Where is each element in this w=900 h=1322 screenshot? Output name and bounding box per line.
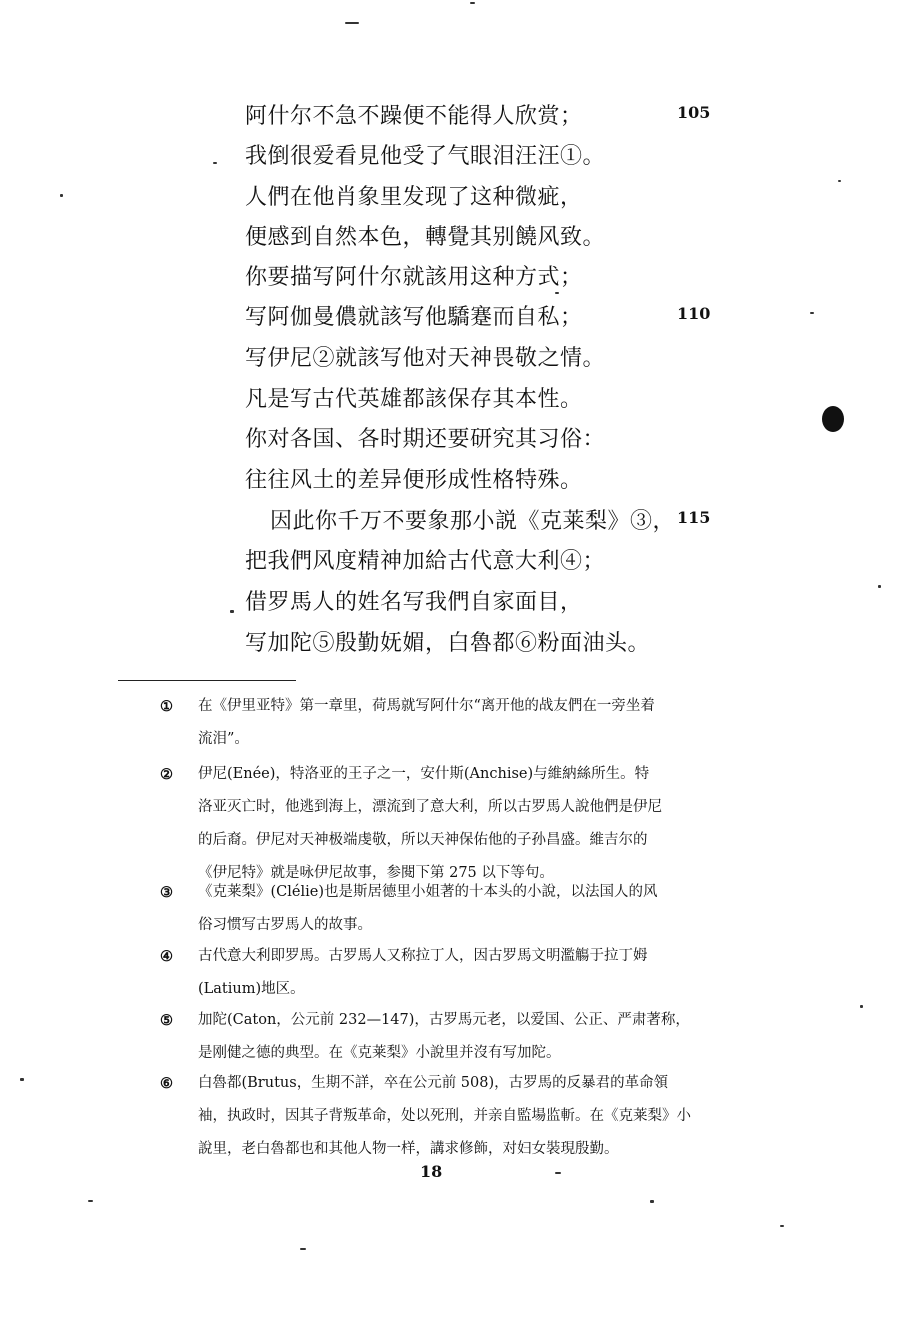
poem-line: 往往风土的差异便形成性格特殊。 (245, 468, 583, 493)
scan-speck (780, 1225, 784, 1227)
footnote-line: 的后裔。伊尼对天神极端虔敬，所以天神保佑他的子孙昌盛。維吉尔的 (198, 832, 648, 848)
poem-line: 写加陀⑤殷勤妩媚，白魯都⑥粉面油头。 (245, 631, 651, 656)
footnote-line: 洛亚灭亡时，他逃到海上，漂流到了意大利，所以古罗馬人說他們是伊尼 (198, 799, 662, 815)
scan-speck (810, 312, 814, 314)
scan-speck (860, 1005, 863, 1008)
footnote-line: 在《伊里亚特》第一章里，荷馬就写阿什尔“离开他的战友們在一旁坐着 (198, 698, 655, 714)
poem-line: 借罗馬人的姓名写我們自家面目， (245, 590, 583, 615)
footnote-line: 《克莱梨》(Clélie)也是斯居德里小姐著的十本头的小說，以法国人的风 (198, 884, 658, 900)
scan-speck (555, 292, 559, 294)
footnote-line: (Latium)地区。 (198, 981, 305, 997)
footnote-line: 俗习惯写古罗馬人的故事。 (198, 917, 372, 933)
poem-line: 我倒很爱看見他受了气眼泪汪汪①。 (245, 144, 606, 169)
poem-line: 人們在他肖象里发现了这种微疵， (245, 185, 583, 210)
line-number: 105 (677, 103, 711, 122)
scan-speck (555, 1172, 561, 1174)
footnote-mark: ② (160, 766, 173, 783)
footnote-line: 流泪”。 (198, 731, 249, 747)
scan-speck (88, 1200, 93, 1202)
poem-line: 因此你千万不要象那小説《克莱梨》③， (270, 509, 676, 534)
poem-line: 凡是写古代英雄都該保存其本性。 (245, 387, 583, 412)
scan-speck (300, 1248, 306, 1250)
scan-speck (213, 162, 217, 164)
footnote-line: 加陀(Caton，公元前 232—147)，古罗馬元老，以爱国、公正、严肃著称， (198, 1012, 690, 1028)
scan-speck (345, 22, 359, 24)
poem-line: 写阿伽曼儂就該写他驕蹇而自私； (245, 305, 583, 330)
scan-speck (470, 2, 475, 4)
footnote-line: 伊尼(Enée)，特洛亚的王子之一，安什斯(Anchise)与維納絲所生。特 (198, 766, 650, 782)
poem-line: 阿什尔不急不躁便不能得人欣赏； (245, 104, 583, 129)
scan-speck (838, 180, 841, 182)
scan-speck (20, 1078, 24, 1081)
page-number: 18 (420, 1162, 443, 1181)
footnote-line: 是刚健之德的典型。在《克莱梨》小說里并沒有写加陀。 (198, 1045, 561, 1061)
footnote-line: 袖，执政时，因其子背叛革命，处以死刑，并亲自監場监斬。在《克莱梨》小 (198, 1108, 691, 1124)
footnote-mark: ③ (160, 884, 173, 901)
poem-line: 写伊尼②就該写他对天神畏敬之情。 (245, 346, 606, 371)
footnote-separator (118, 680, 296, 681)
footnote-line: 白魯都(Brutus，生期不詳，卒在公元前 508)，古罗馬的反暴君的革命領 (198, 1075, 669, 1091)
footnote-mark: ① (160, 698, 173, 715)
poem-line: 你对各国、各时期还要研究其习俗： (245, 427, 606, 452)
footnote-mark: ⑤ (160, 1012, 173, 1029)
footnote-line: 古代意大利即罗馬。古罗馬人又称拉丁人，因古罗馬文明濫觴于拉丁姆 (198, 948, 648, 964)
scan-speck (60, 194, 63, 197)
ink-blot (822, 406, 844, 432)
poem-line: 便感到自然本色，轉覺其别饒风致。 (245, 225, 606, 250)
scan-speck (878, 585, 881, 588)
poem-line: 把我們风度精神加給古代意大利④； (245, 549, 606, 574)
poem-line: 你要描写阿什尔就該用这种方式； (245, 265, 583, 290)
footnote-mark: ⑥ (160, 1075, 173, 1092)
footnote-mark: ④ (160, 948, 173, 965)
footnote-line: 《伊尼特》就是咏伊尼故事，参閱下第 275 以下等句。 (198, 865, 554, 881)
line-number: 110 (677, 304, 711, 323)
scan-speck (230, 610, 234, 613)
line-number: 115 (677, 508, 711, 527)
footnote-line: 說里，老白魯都也和其他人物一样，講求修飾，对妇女裝現殷勤。 (198, 1141, 619, 1157)
scan-speck (650, 1200, 654, 1203)
